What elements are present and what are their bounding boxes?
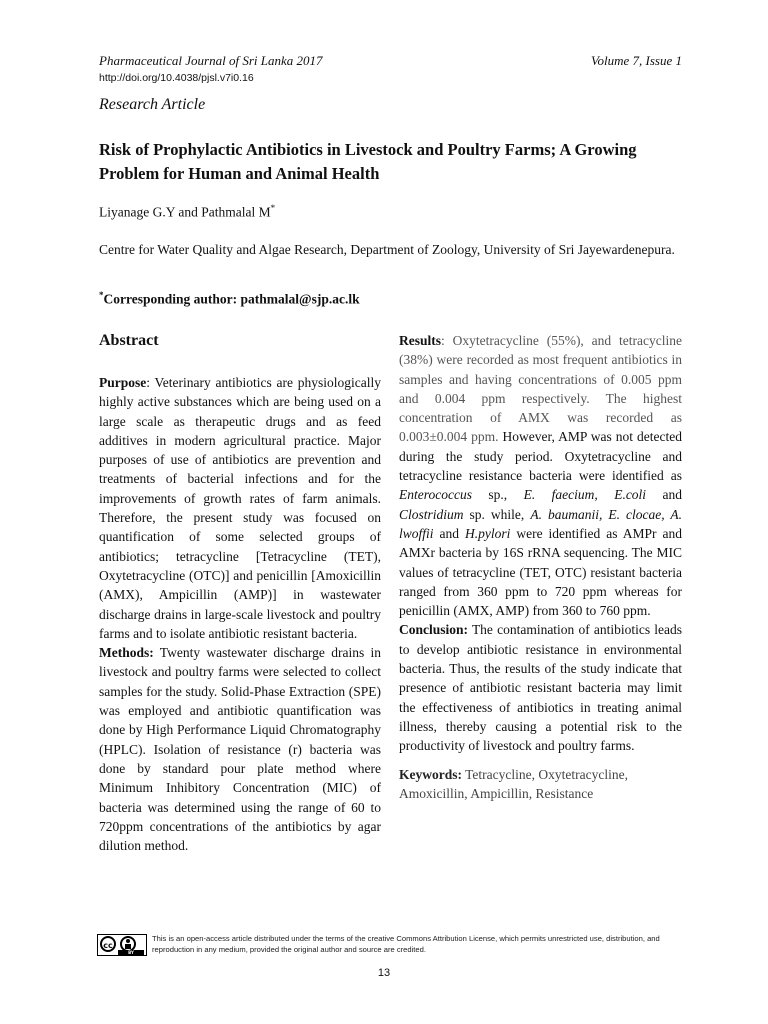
article-title: Risk of Prophylactic Antibiotics in Livestock and Poultry Farms; A Growing Problem for Human and Animal Health [99, 140, 637, 183]
conclusion-text: The contamination of antibiotics leads to develop antibiotic resistance in environmental bacteria. Thus, the results of the study indicate that presence of antibiotic resistant bacteria may limit the effectiveness of antibiotics in treating animal illness, thereby causing a potential risk to the productivity of livestock and poultry farms. [399, 622, 682, 754]
purpose-label: Purpose [99, 375, 147, 390]
abstract-column-left [99, 373, 381, 855]
organism-4: A. baumanii, E. clocae, A. lwoffii [399, 506, 682, 541]
and-1: and [646, 487, 682, 503]
journal-name: Pharmaceutical Journal of Sri Lanka 2017 [99, 53, 323, 68]
volume-issue: Volume 7, Issue 1 [591, 53, 682, 68]
results-text-1: : Oxytetracycline (55%), and tetracycline (38%) were recorded as most frequent antibiotics in samples and having concentrations of 0.005 ppm and 0.004 ppm respectively. The highest concentration of AMX was recorded as 0.003±0.004 ppm. [399, 333, 682, 445]
purpose-text: : Veterinary antibiotics are physiologically highly active substances which are being used on a large scale as therapeutic drugs and as feed additives in modern agricultural practice. Major purposes of use of antibiotics are prevention and treatments of bacterial infections and for the improvements of growth rates of farm animals. Therefore, the present study was focused on quantification of some selected groups of antibiotics; tetracycline [Tetracycline (TET), Oxytetracycline (OTC)] and penicillin [Amoxicillin (AMX), Ampicillin (AMP)] in wastewater discharge drains in large-scale livestock and poultry farms and to isolate antibiotic resistant bacteria. [99, 375, 381, 641]
methods-text: Twenty wastewater discharge drains in livestock and poultry farms were selected to collect samples for the study. Solid-Phase Extraction (SPE) was employed and antibiotic quantification was done by High Performance Liquid Chromatography (HPLC). Isolation of resistance (r) bacteria was done by standard pour plate method where Minimum Inhibitory Concentration (MIC) of bacteria was determined using the range of 60 to 720ppm concentrations of the antibiotics by agar dilution method. [99, 645, 381, 854]
affiliation: Centre for Water Quality and Algae Research, Department of Zoology, University of Sri Jayewardenepura. [99, 242, 675, 257]
abstract-column-right [399, 331, 682, 803]
and-2: and [433, 525, 465, 541]
authors [99, 203, 275, 221]
author-mark: * [270, 203, 276, 213]
results-label: Results [399, 333, 442, 348]
conclusion-label: Conclusion: [399, 622, 469, 638]
corr-mark: * [99, 290, 104, 300]
license-text: This is an open-access article distributed under the terms of the creative Commons Attribution License, which permits unrestricted use, distribution, and reproduction in any medium, provided the original author and source are credited. [152, 934, 660, 954]
by-label: BY [118, 950, 144, 955]
organism-5: H.pylori [464, 525, 511, 541]
keywords-paragraph [399, 765, 682, 804]
corresponding-author [99, 290, 360, 308]
page-number: 13 [377, 967, 391, 979]
results-text-3: were identified as AMPr and AMXr bacteria by 16S rRNA sequencing. The MIC values of tetracycline (TET, OTC) resistant bacteria ranged from 360 ppm to 720 ppm whereas for penicillin (AMX, AMP) from 360 to 760 ppm. [399, 525, 682, 619]
authors-text: Liyanage G.Y and Pathmalal M [99, 204, 271, 220]
sp-2: sp. while, [463, 506, 531, 522]
corr-text: Corresponding author: pathmalal@sjp.ac.lk [103, 291, 360, 307]
results-text-2: However, AMP was not detected during the study period. Oxytetracycline and tetracycline resistance bacteria were identified as [399, 429, 682, 484]
cc-by-license-badge [97, 934, 147, 956]
methods-paragraph [99, 643, 381, 855]
keywords-label: Keywords: [399, 766, 462, 782]
keywords-text: Tetracycline, Oxytetracycline, Amoxicillin, Ampicillin, Resistance [399, 766, 628, 801]
article-type: Research Article [99, 96, 206, 113]
cc-icon: cc [100, 936, 116, 952]
organism-1: Enterococcus [399, 487, 472, 503]
purpose-paragraph [99, 373, 381, 643]
methods-label: Methods: [99, 645, 154, 661]
abstract-heading: Abstract [99, 332, 159, 349]
doi-link[interactable]: http://doi.org/10.4038/pjsl.v7i0.16 [99, 72, 254, 84]
sp-1: sp., [471, 487, 524, 503]
organism-2: E. faecium, E.coli [523, 487, 647, 503]
results-paragraph [399, 331, 682, 620]
organism-3: Clostridium [399, 506, 464, 522]
conclusion-paragraph [399, 620, 682, 755]
